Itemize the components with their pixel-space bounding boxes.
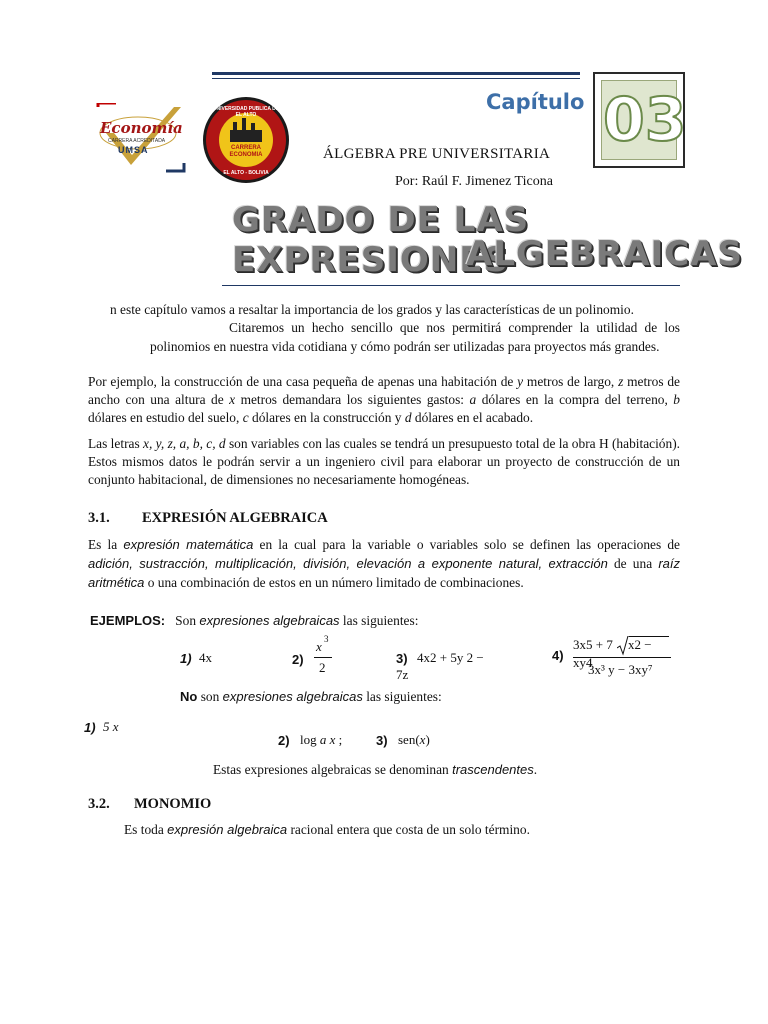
example-4-expr-a: 3x5 + 7 bbox=[573, 637, 613, 652]
university-seal bbox=[202, 96, 290, 184]
intro-line1: n este capítulo vamos a resaltar la importancia de los grados y las características de un polinomio. bbox=[110, 302, 634, 317]
ns-s1: son bbox=[197, 689, 223, 704]
chapter-label: Capítulo bbox=[486, 90, 585, 114]
non-example-2-label: 2) bbox=[278, 733, 290, 748]
ex-i1: expresiones algebraicas bbox=[199, 613, 340, 628]
examples-line bbox=[90, 613, 418, 629]
ns-s2: las siguientes: bbox=[362, 689, 442, 704]
example-1-expr: 4x bbox=[199, 650, 212, 665]
p1-b: b bbox=[673, 392, 680, 407]
s31-i1: expresión matemática bbox=[123, 537, 254, 552]
subject-title: ÁLGEBRA PRE UNIVERSITARIA bbox=[323, 146, 551, 162]
section-3-1-body bbox=[88, 535, 680, 592]
p1-s2: metros de largo, bbox=[523, 374, 619, 389]
section-3-2-title: MONOMIO bbox=[134, 796, 212, 812]
seal-mid-text2: ECONOMIA bbox=[229, 152, 263, 158]
s31-s1: Es la bbox=[88, 537, 124, 552]
p1-s8: dólares en el acabado. bbox=[411, 410, 534, 425]
n2-semi: ; bbox=[335, 732, 343, 747]
no-label: No bbox=[180, 689, 198, 704]
p2-vars: x, y, z, a, b, c, d bbox=[143, 436, 226, 451]
example-4-label: 4) bbox=[552, 648, 564, 663]
section-3-1-heading bbox=[88, 510, 328, 527]
n3-x: x bbox=[419, 732, 426, 747]
seal-top-text: UNIVERSIDAD PUBLICA DE EL ALTO bbox=[212, 106, 280, 118]
example-4-den: 3x³ y − 3xy⁷ bbox=[588, 662, 653, 677]
p2-s2: son variables con las cuales se tendrá un presupuesto total de la obra H (habitación). Estos mismos datos le podrán servir a un ingeniero civil para elaborar un proyecto de construcción de un conjunto habitacional, de dimensiones no necesariamente homogéneas. bbox=[88, 436, 681, 487]
p1-z: z bbox=[618, 374, 624, 389]
non-example-3-label: 3) bbox=[376, 733, 388, 748]
economia-logo bbox=[96, 103, 186, 173]
example-4-expr-b: xy4 bbox=[573, 655, 593, 670]
s31-i3: raíz aritmética bbox=[88, 556, 680, 590]
n2-a: a bbox=[319, 732, 327, 747]
s32-i1: expresión algebraica bbox=[167, 822, 288, 837]
p1-x: x bbox=[229, 392, 236, 407]
ex-s1: Son bbox=[175, 613, 200, 628]
ex-s2: las siguientes: bbox=[339, 613, 419, 628]
example-1-label: 1) bbox=[180, 651, 192, 666]
n2-log: log bbox=[300, 732, 317, 747]
non-example-1-label: 1) bbox=[84, 720, 96, 735]
p1-s7: dólares en la construcción y bbox=[248, 410, 405, 425]
p1-s6: dólares en estudio del suelo, bbox=[88, 410, 243, 425]
s32-s1: Es toda bbox=[124, 822, 168, 837]
non-example-1-expr: 5 x bbox=[103, 719, 119, 734]
chapter-number: 03 bbox=[603, 85, 687, 155]
example-3-expr-a: 4x2 + 5y 2 − bbox=[417, 650, 484, 665]
seal-mid-text1: CARRERA bbox=[231, 145, 261, 151]
example-2-fraction-bar bbox=[314, 657, 332, 658]
n2-x: x bbox=[329, 732, 336, 747]
section-3-2-body bbox=[124, 822, 530, 838]
section-3-2-heading bbox=[88, 796, 211, 813]
main-title-line2: ALGEBRAICAS bbox=[466, 234, 743, 274]
example-3-expr-b: 7z bbox=[396, 667, 409, 682]
section-3-1-title: EXPRESIÓN ALGEBRAICA bbox=[142, 510, 328, 526]
p1-y: y bbox=[517, 374, 524, 389]
examples-label: EJEMPLOS: bbox=[90, 613, 166, 628]
s31-s4: o una combinación de estos en un número limitado de combinaciones. bbox=[144, 575, 524, 590]
ns-i3: trascendentes bbox=[452, 762, 534, 777]
section-3-2-number: 3.2. bbox=[88, 796, 110, 812]
header-rule-thin bbox=[212, 78, 580, 79]
example-2-label: 2) bbox=[292, 652, 304, 667]
p2-s1: Las letras bbox=[88, 436, 144, 451]
title-rule bbox=[222, 285, 680, 286]
example-2-num: x bbox=[316, 639, 322, 654]
paragraph-variables bbox=[88, 435, 680, 489]
n3-end: ) bbox=[425, 732, 430, 747]
s31-s3: de una bbox=[607, 556, 659, 571]
economia-logo-sub: CARRERA ACREDITADA bbox=[108, 138, 166, 144]
s31-s2: en la cual para la variable o variables solo se definen las operaciones de bbox=[253, 537, 681, 552]
intro-line3: polinomios en nuestra vida cotidiana y cómo podrán ser utilizadas para proyectos más grandes. bbox=[150, 339, 660, 354]
author-line: Por: Raúl F. Jimenez Ticona bbox=[395, 174, 553, 189]
header-rule-thick bbox=[212, 72, 580, 75]
example-4-radicand: x2 − bbox=[628, 637, 652, 652]
p1-s5: dólares en la compra del terreno, bbox=[476, 392, 674, 407]
intro-line2: Citaremos un hecho sencillo que nos permitirá comprender la utilidad de los bbox=[229, 320, 680, 335]
example-2-exp: 3 bbox=[324, 634, 329, 644]
p1-a: a bbox=[469, 392, 477, 407]
p1-s1: Por ejemplo, la construcción de una casa pequeña de apenas una habitación de bbox=[88, 374, 518, 389]
non-example-2-expr bbox=[300, 732, 342, 748]
example-2-den: 2 bbox=[319, 660, 326, 675]
ns-s3: Estas expresiones algebraicas se denominan bbox=[213, 762, 453, 777]
seal-bottom-text: EL ALTO - BOLIVIA bbox=[223, 170, 269, 176]
economia-logo-umsa: UMSA bbox=[118, 145, 149, 155]
non-examples-line bbox=[180, 689, 442, 705]
trascendentes-line bbox=[213, 762, 537, 778]
section-3-1-number: 3.1. bbox=[88, 510, 110, 526]
economia-logo-text: Economía bbox=[100, 119, 183, 137]
s32-s2: racional entera que costa de un solo término. bbox=[287, 822, 530, 837]
n3-sen: sen( bbox=[398, 732, 420, 747]
ns-i1: expresiones algebraicas bbox=[222, 689, 363, 704]
paragraph-example bbox=[88, 373, 680, 427]
p1-c: c bbox=[242, 410, 249, 425]
p1-d: d bbox=[404, 410, 412, 425]
main-title-line1: GRADO DE LAS EXPRESIONES bbox=[232, 200, 530, 280]
example-3-label: 3) bbox=[396, 651, 408, 666]
p1-s4: metros demandara los siguientes gastos: bbox=[235, 392, 470, 407]
s31-i2: adición, sustracción, multiplicación, división, elevación a exponente natural, extracción bbox=[88, 556, 608, 571]
ns-s4: . bbox=[533, 762, 538, 777]
p1-s3: metros de ancho con una altura de bbox=[88, 374, 680, 407]
non-example-3-expr bbox=[398, 732, 430, 748]
chapter-number-box bbox=[593, 72, 685, 168]
